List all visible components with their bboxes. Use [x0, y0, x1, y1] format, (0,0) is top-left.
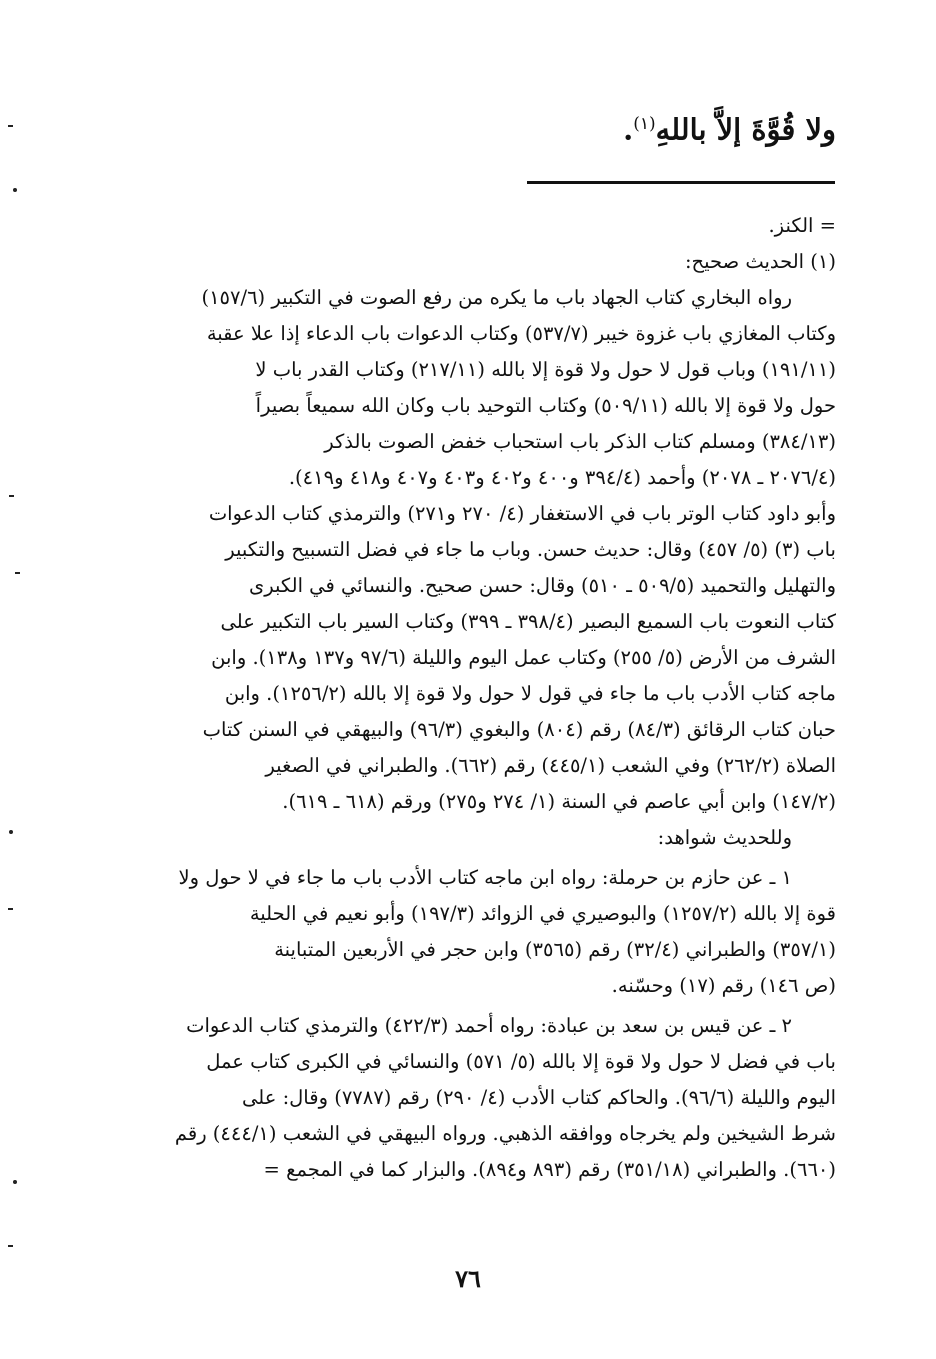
footnote-line: ماجه كتاب الأدب باب ما جاء في قول لا حول ولا قوة إلا بالله (١٢٥٦/٢). وابن — [224, 682, 836, 705]
footnote-line: والتهليل والتحميد (٥٠٩/٥ ـ ٥١٠) وقال: حسن صحيح. والنسائي في الكبرى — [248, 574, 836, 597]
footnote-line: حول ولا قوة إلا بالله (٥٠٩/١١) وكتاب التوحيد باب وكان الله سميعاً بصيراً — [255, 394, 836, 417]
footnote-divider — [527, 181, 835, 184]
main-text-end: . — [623, 112, 634, 147]
main-text: ولا قُوَّةَ إلاَّ باللهِ — [655, 112, 836, 147]
footnote-line: وأبو داود كتاب الوتر باب في الاستغفار (٤/ ٢٧٠ و٢٧١) والترمذي كتاب الدعوات — [208, 502, 836, 525]
footnote-heading: (١) الحديث صحيح: — [684, 250, 836, 273]
main-text-line — [116, 100, 836, 154]
footnote-line: ٢ ـ عن قيس بن سعد بن عبادة: رواه أحمد (٤٢٢/٣) والترمذي كتاب الدعوات — [186, 1014, 792, 1037]
footnote-line: (٣٥٧/١) والطبراني (٣٢/٤) رقم (٣٥٦٥) وابن حجر في الأربعين المتباينة — [274, 938, 836, 961]
footnote-line: (٣٨٤/١٣) ومسلم كتاب الذكر باب استحباب خفض الصوت بالذكر — [324, 430, 836, 453]
scan-mark — [15, 572, 20, 574]
page-number: ٧٦ — [455, 1264, 481, 1293]
scan-mark — [9, 830, 13, 834]
footnote-line: وكتاب المغازي باب غزوة خيبر (٥٣٧/٧) وكتاب الدعوات باب الدعاء إذا علا عقبة — [206, 322, 836, 345]
footnote-line: (ص ١٤٦) رقم (١٧) وحسّنه. — [611, 974, 836, 997]
footnote-line: (٦٦٠). والطبراني (٣٥١/١٨) رقم (٨٩٣ و٨٩٤). والبزار كما في المجمع = — [263, 1158, 836, 1181]
scan-mark — [8, 908, 13, 910]
scan-mark — [9, 495, 14, 497]
footnote-line: اليوم والليلة (٩٦/٦). والحاكم كتاب الأدب (٤/ ٢٩٠) رقم (٧٧٨٧) وقال: على — [242, 1086, 836, 1109]
footnotes-block — [103, 208, 836, 1188]
scan-mark — [8, 1245, 13, 1247]
scan-mark — [13, 188, 17, 192]
scan-mark — [13, 1180, 17, 1184]
footnote-line: قوة إلا بالله (١٢٥٧/٢) والبوصيري في الزوائد (١٩٧/٣) وأبو نعيم في الحلية — [249, 902, 836, 925]
footnote-line: كتاب النعوت باب السميع البصير (٣٩٨/٤ ـ ٣٩٩) وكتاب السير باب التكبير على — [220, 610, 836, 633]
footnote-line: (٢٠٧٦/٤ ـ ٢٠٧٨) وأحمد (٣٩٤/٤ و٤٠٠ و٤٠٢ و٤٠٣ و٤٠٧ و٤١٨ و٤١٩). — [288, 466, 836, 489]
footnote-line: حبان كتاب الرقائق (٨٤/٣) رقم (٨٠٤) والبغوي (٩٦/٣) والبيهقي في السنن كتاب — [202, 718, 836, 741]
footnote-line: (١٩١/١١) وباب قول لا حول ولا قوة إلا بالله (٢١٧/١١) وكتاب القدر باب لا — [255, 358, 836, 381]
footnote-line: الصلاة (٢٦٢/٢) وفي الشعب (٤٤٥/١) رقم (٦٦٢). والطبراني في الصغير — [265, 754, 836, 777]
footnote-line: = الكنز. — [768, 214, 836, 237]
footnote-line: ١ ـ عن حازم بن حرملة: رواه ابن ماجه كتاب الأدب باب ما جاء في لا حول ولا — [178, 866, 792, 889]
footnote-line: الشرف من الأرض (٥/ ٢٥٥) وكتاب عمل اليوم والليلة (٩٧/٦ و١٣٧ و١٣٨). وابن — [211, 646, 836, 669]
footnote-line: (١٤٧/٢) وابن أبي عاصم في السنة (١/ ٢٧٤ و٢٧٥) ورقم (٦١٨ ـ ٦١٩). — [282, 790, 836, 813]
footnote-line: باب في فضل لا حول ولا قوة إلا بالله (٥/ ٥٧١) والنسائي في الكبرى كتاب عمل — [206, 1050, 836, 1073]
scan-mark — [8, 125, 13, 127]
footnote-line: رواه البخاري كتاب الجهاد باب ما يكره من رفع الصوت في التكبير (١٥٧/٦) — [201, 286, 792, 309]
footnote-line: باب (٣) (٥/ ٤٥٧) وقال: حديث حسن. وباب ما جاء في فضل التسبيح والتكبير — [225, 538, 836, 561]
footnote-line: شرط الشيخين ولم يخرجاه ووافقه الذهبي. ورواه البيهقي في الشعب (٤٤٤/١) رقم — [174, 1122, 836, 1145]
footnote-subheading: وللحديث شواهد: — [657, 826, 792, 849]
footnote-reference: (١) — [633, 114, 656, 134]
